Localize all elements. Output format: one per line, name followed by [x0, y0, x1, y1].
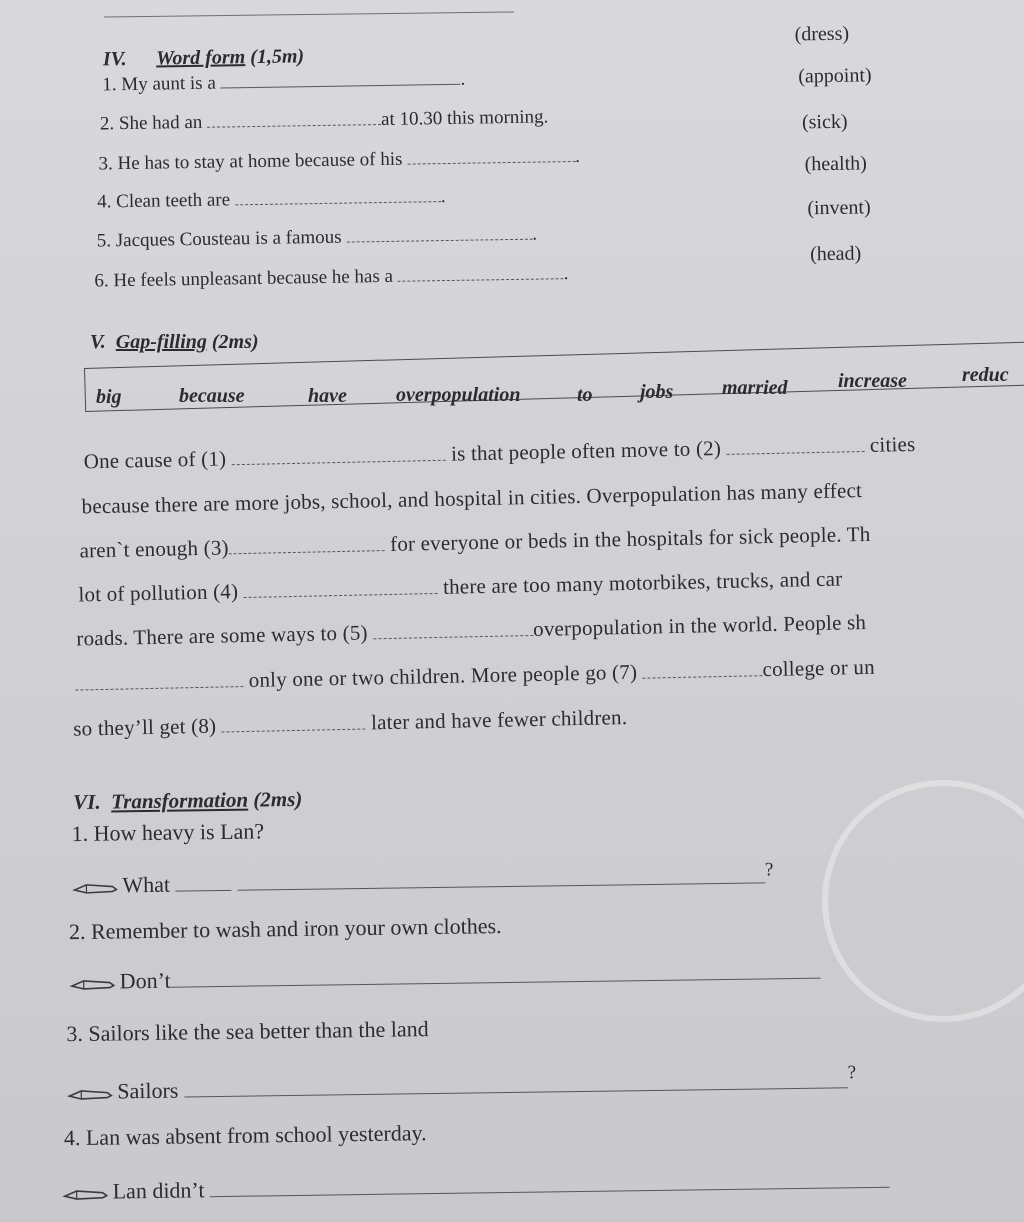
item-end: .: [440, 186, 446, 208]
transformation-question-1: 1. How heavy is Lan?: [71, 818, 265, 847]
item-text: 5. Jacques Cousteau is a famous: [96, 226, 342, 252]
transformation-question-3: 3. Sailors like the sea better than the land: [66, 1016, 429, 1047]
hint-invent: (invent): [807, 196, 871, 220]
word-bank-item: have: [308, 385, 347, 407]
section-5-numeral: V.: [90, 331, 106, 353]
passage-text: there are too many motorbikes, trucks, and car: [442, 566, 843, 599]
answer-start: Sailors: [117, 1077, 179, 1104]
pen-icon: [63, 1187, 109, 1202]
passage-text: because there are more jobs, school, and hospital in cities. Overpopulation has many effect: [81, 478, 863, 519]
passage-text: One cause of (1): [83, 446, 227, 474]
word-bank-item: jobs: [640, 381, 674, 403]
answer-end: ?: [764, 859, 774, 881]
section-6-points: (2ms): [253, 786, 303, 812]
section-4-numeral: IV.: [102, 48, 127, 71]
answer-start: Don’t: [119, 967, 171, 994]
transformation-answer-2: [70, 959, 821, 995]
word-bank-item: because: [179, 385, 245, 407]
passage-text: aren`t enough (3): [79, 535, 229, 563]
transformation-question-4: 4. Lan was absent from school yesterday.: [63, 1120, 427, 1151]
hint-dress: (dress): [794, 22, 850, 46]
item-text: 4. Clean teeth are: [97, 189, 231, 213]
item-text: 6. He feels unpleasant because he has a: [94, 265, 394, 292]
word-bank-item: overpopulation: [396, 384, 521, 406]
passage-text: college or un: [762, 654, 876, 682]
passage-text: for everyone or beds in the hospitals for sick people. Th: [389, 521, 871, 556]
transformation-answer-4: [62, 1168, 890, 1206]
section-5-title: Gap-filling: [115, 331, 207, 353]
item-after: at 10.30 this morning.: [380, 106, 549, 131]
answer-end: ?: [847, 1062, 857, 1084]
section-4-title: Word form: [155, 46, 246, 70]
transformation-answer-3: [67, 1062, 856, 1105]
answer-start: What: [122, 871, 171, 898]
hint-health: (health): [804, 152, 868, 176]
item-text: 2. She had an: [99, 111, 203, 135]
answer-blank[interactable]: [210, 1173, 890, 1197]
answer-start: Lan didn’t: [112, 1177, 205, 1204]
section-6-heading: [73, 787, 302, 815]
passage-text: cities: [869, 431, 916, 457]
section-5-points: (2ms): [211, 331, 259, 353]
hint-head: (head): [809, 242, 862, 266]
passage-text: later and have fewer children.: [370, 705, 628, 735]
word-bank-item: big: [96, 386, 122, 408]
hint-appoint: (appoint): [798, 64, 872, 88]
pen-icon: [72, 880, 118, 895]
section-4-points: (1,5m): [250, 45, 305, 69]
answer-blank[interactable]: [175, 876, 231, 892]
word-bank-item: to: [577, 384, 593, 406]
word-bank-item: married: [722, 377, 788, 399]
section-6-numeral: VI.: [73, 789, 101, 815]
answer-blank[interactable]: [171, 964, 821, 988]
answer-blank[interactable]: [237, 868, 765, 890]
item-end: .: [460, 68, 466, 90]
word-bank-item: increase: [838, 370, 907, 392]
hint-sick: (sick): [801, 110, 848, 134]
item-end: .: [575, 145, 581, 167]
pen-icon: [67, 1086, 113, 1101]
item-text: 1. My aunt is a: [102, 72, 216, 96]
item-text: 3. He has to stay at home because of his: [98, 148, 403, 175]
transformation-answer-1: [72, 859, 773, 899]
item-end: .: [563, 263, 569, 285]
passage-text: overpopulation in the world. People sh: [532, 610, 867, 641]
answer-blank[interactable]: [184, 1073, 848, 1097]
passage-text: only one or two children. More people go (7): [248, 659, 638, 692]
passage-text: so they’ll get (8): [73, 713, 217, 741]
pen-icon: [70, 976, 116, 991]
passage-text: is that people often move to (2): [450, 436, 722, 466]
passage-text: lot of pollution (4): [78, 579, 239, 607]
item-end: .: [532, 223, 538, 245]
word-bank-item: reduc: [962, 364, 1009, 386]
transformation-question-2: 2. Remember to wash and iron your own clothes.: [68, 913, 502, 945]
section-6-title: Transformation: [110, 787, 249, 814]
passage-text: roads. There are some ways to (5): [76, 620, 368, 651]
